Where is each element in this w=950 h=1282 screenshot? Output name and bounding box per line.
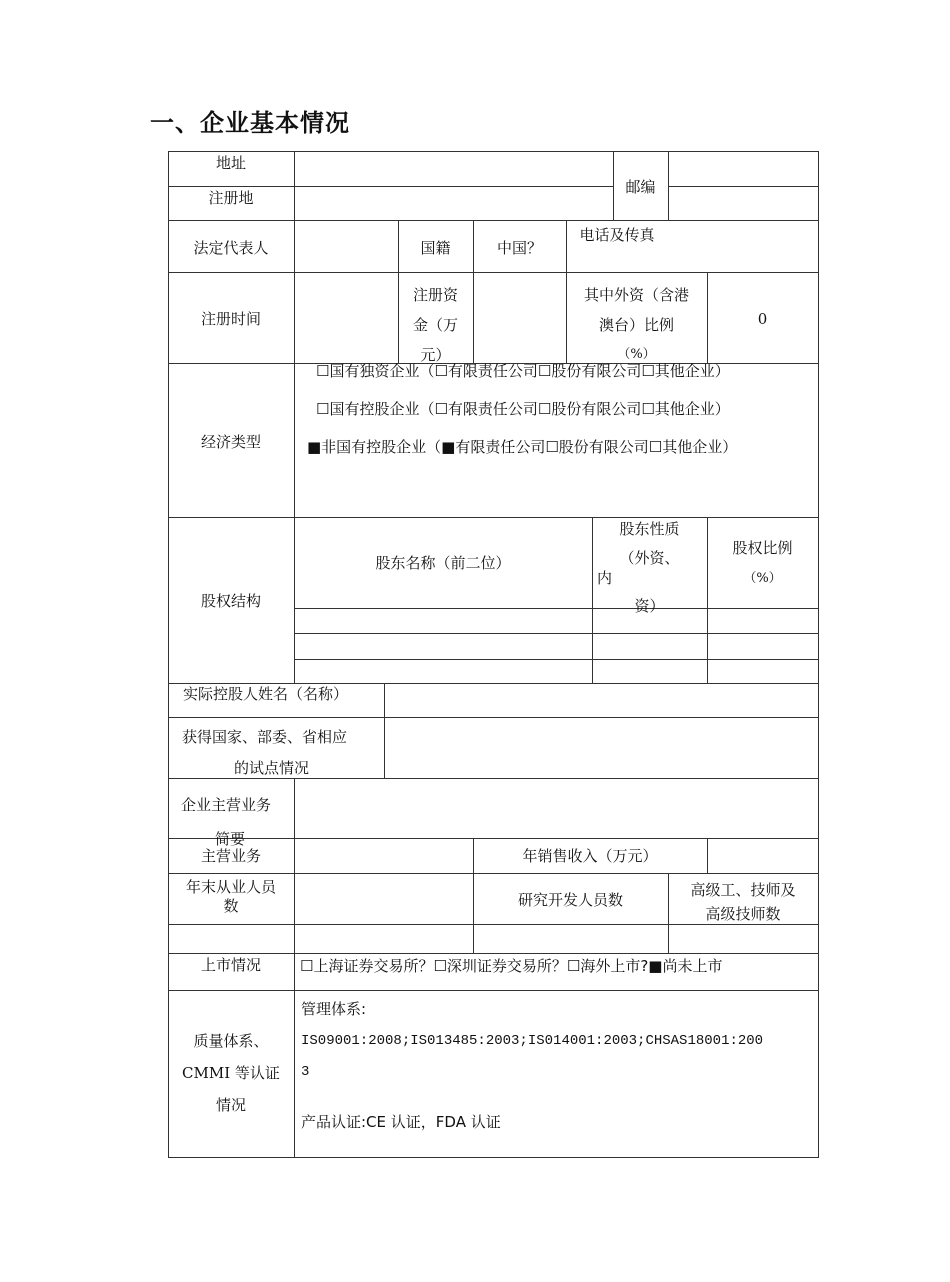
- header-share-ratio-unit: （%）: [743, 571, 782, 586]
- label-listing: 上市情况: [200, 956, 261, 974]
- registered-place-input[interactable]: [296, 188, 611, 219]
- label-senior-staff: 高级工、技师及 高级技师数: [690, 881, 796, 923]
- address-input[interactable]: [296, 153, 611, 185]
- mgmt-system-value-cont: 3: [301, 1064, 310, 1080]
- controller-input[interactable]: [386, 685, 817, 716]
- product-cert: 产品认证:CE 认证，FDA 认证: [301, 1113, 501, 1131]
- rd-staff-input[interactable]: [475, 926, 667, 952]
- postcode-input[interactable]: [670, 153, 817, 219]
- label-nationality: 国籍: [420, 239, 451, 257]
- mgmt-system-value: IS09001:2008;IS013485:2003;IS014001:2003;CHSAS18001:200: [301, 1033, 764, 1049]
- shareholder-name-input-2[interactable]: [296, 635, 591, 658]
- label-equity: 股权结构: [200, 592, 261, 610]
- label-registered-place: 注册地: [208, 189, 254, 207]
- econ-option-non-state[interactable]: ■非国有控股企业（■有限责任公司☐股份有限公司☐其他企业）: [307, 438, 738, 456]
- phone-fax-input[interactable]: [670, 222, 817, 271]
- header-share-ratio: 股权比例: [732, 539, 793, 557]
- label-main-biz-brief: 企业主营业务 简要: [181, 796, 272, 848]
- label-annual-sales: 年销售收入（万元）: [522, 847, 658, 865]
- label-econ-type: 经济类型: [200, 433, 261, 451]
- main-business-input[interactable]: [296, 840, 472, 872]
- label-controller: 实际控股人姓名（名称）: [183, 685, 349, 703]
- nationality-value[interactable]: 中国？: [496, 239, 542, 257]
- label-quality: 质量体系、 CMMI 等认证 情况: [182, 1032, 280, 1114]
- header-shareholder-nature: 股东性质 （外资、 内 资）: [597, 520, 680, 615]
- staff-value-input[interactable]: [296, 926, 472, 952]
- foreign-ratio-value[interactable]: 0: [757, 310, 768, 328]
- pilot-input[interactable]: [386, 719, 817, 777]
- mgmt-system-label: 管理体系:: [301, 1000, 367, 1018]
- listing-options[interactable]: ☐上海证券交易所？☐深圳证券交易所？☐海外上市?■尚未上市: [300, 957, 723, 975]
- econ-option-state-controlled[interactable]: ☐国有控股企业（☐有限责任公司☐股份有限公司☐其他企业）: [316, 400, 730, 418]
- reg-capital-input[interactable]: [475, 274, 565, 362]
- label-pilot: 获得国家、部委、省相应: [182, 728, 348, 746]
- shareholder-name-input-1[interactable]: [296, 610, 591, 632]
- page-title: 一、企业基本情况: [150, 109, 350, 137]
- label-address: 地址: [215, 154, 246, 172]
- label-postcode: 邮编: [625, 178, 656, 196]
- label-legal-rep: 法定代表人: [193, 239, 269, 257]
- label-staff: 年末从业人员 数: [185, 878, 276, 915]
- label-main-business: 主营业务: [200, 847, 261, 865]
- label-phone-fax: 电话及传真: [579, 226, 655, 244]
- header-shareholder-name: 股东名称（前二位）: [375, 554, 511, 572]
- econ-option-state-owned[interactable]: ☐国有独资企业（☐有限责任公司☐股份有限公司☐其他企业）: [316, 362, 730, 380]
- label-rd-staff: 研究开发人员数: [517, 891, 623, 909]
- label-reg-capital: 注册资 金（万 元）: [412, 286, 458, 364]
- senior-staff-input[interactable]: [670, 926, 817, 952]
- annual-sales-input[interactable]: [709, 840, 817, 872]
- label-foreign-ratio: 其中外资（含港 澳台）比例 （%）: [583, 286, 689, 362]
- label-reg-time: 注册时间: [200, 310, 261, 328]
- staff-input[interactable]: [296, 875, 472, 923]
- main-biz-brief-input[interactable]: [296, 780, 817, 837]
- shareholder-name-input-3[interactable]: [296, 661, 591, 682]
- legal-rep-input[interactable]: [296, 222, 397, 271]
- reg-time-input[interactable]: [296, 274, 397, 362]
- label-pilot-2: 的试点情况: [234, 759, 310, 777]
